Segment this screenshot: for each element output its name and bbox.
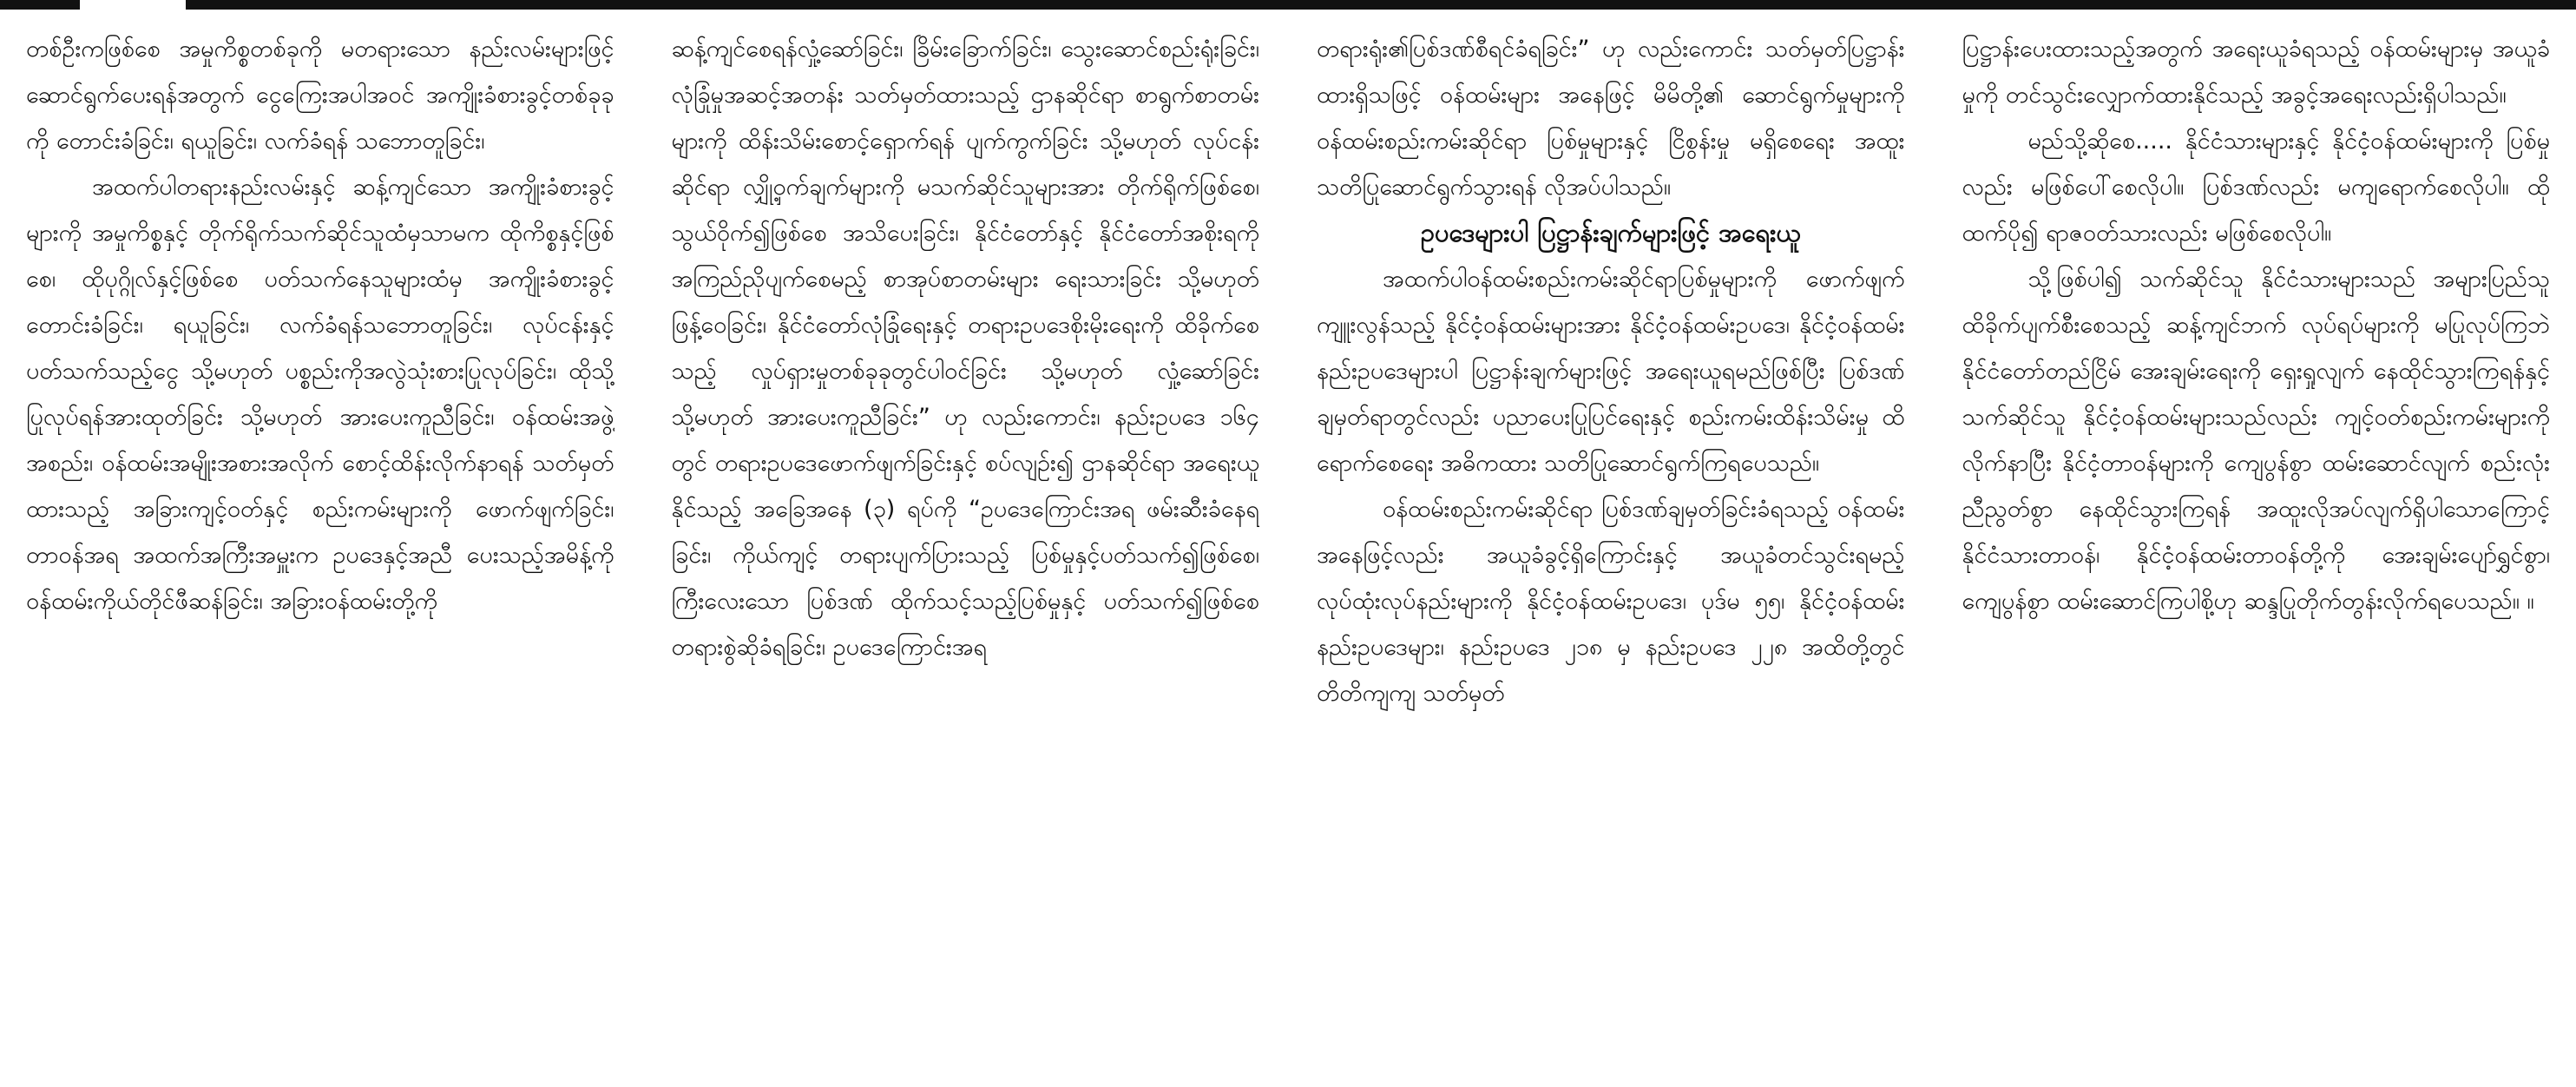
paragraph: မည်သို့ဆိုစေ..... နိုင်ငံသားများနှင့် နိုင်ငံ့ဝန်ထမ်းများကို ပြစ်မှုလည်း မဖြစ်ပေါ်စေလိုပါ။ ပြစ်ဒဏ်လည်း မကျရောက်စေလိုပါ။ ထိုထက်ပို၍ ရာဇဝတ်သားလည်း မဖြစ်စေလိုပါ။ — [1962, 128, 2550, 247]
column-3 — [1317, 26, 1905, 1068]
paragraph: ဝန်ထမ်းစည်းကမ်းဆိုင်ရာ ပြစ်ဒဏ်ချမှတ်ခြင်းခံရသည့် ဝန်ထမ်းအနေဖြင့်လည်း အယူခံခွင့်ရှိကြောင်းနှင့် အယူခံတင်သွင်းရမည့်လုပ်ထုံးလုပ်နည်းများကို နိုင်ငံ့ဝန်ထမ်းဥပဒေ၊ ပုဒ်မ ၅၅၊ နိုင်ငံ့ဝန်ထမ်းနည်းဥပဒေများ၊ နည်းဥပဒေ ၂၁၈ မှ နည်းဥပဒေ ၂၂၈ အထိတို့တွင် တိတိကျကျ သတ်မှတ် — [1317, 496, 1905, 707]
paragraph: အထက်ပါတရားနည်းလမ်းနှင့် ဆန့်ကျင်သော အကျိုးခံစားခွင့်များကို အမှုကိစ္စနှင့် တိုက်ရိုက်သက်ဆိုင်သူထံမှသာမက ထိုကိစ္စနှင့်ဖြစ်စေ၊ ထိုပုဂ္ဂိုလ်နှင့်ဖြစ်စေ ပတ်သက်နေသူများထံမှ အကျိုးခံစားခွင့်တောင်းခံခြင်း၊ ရယူခြင်း၊ လက်ခံရန်သဘောတူခြင်း၊ လုပ်ငန်းနှင့်ပတ်သက်သည့်ငွေ သို့မဟုတ် ပစ္စည်းကိုအလွဲသုံးစားပြုလုပ်ခြင်း၊ ထိုသို့ ပြုလုပ်ရန်အားထုတ်ခြင်း သို့မဟုတ် အားပေးကူညီခြင်း၊ ဝန်ထမ်းအဖွဲ့အစည်း၊ ဝန်ထမ်းအမျိုးအစားအလိုက် စောင့်ထိန်းလိုက်နာရန် သတ်မှတ်ထားသည့် အခြားကျင့်ဝတ်နှင့် စည်းကမ်းများကို ဖောက်ဖျက်ခြင်း၊ တာဝန်အရ အထက်အကြီးအမှူးက ဥပဒေနှင့်အညီ ပေးသည့်အမိန့်ကို ဝန်ထမ်းကိုယ်တိုင်ဖီဆန်ခြင်း၊ အခြားဝန်ထမ်းတို့ကို — [26, 174, 614, 615]
column-4 — [1962, 26, 2551, 1068]
column-2 — [672, 26, 1260, 1068]
top-rule-right — [186, 0, 2576, 10]
paragraph: အထက်ပါဝန်ထမ်းစည်းကမ်းဆိုင်ရာပြစ်မှုများကို ဖောက်ဖျက်ကျူးလွန်သည့် နိုင်ငံ့ဝန်ထမ်းများအား နိုင်ငံ့ဝန်ထမ်းဥပဒေ၊ နိုင်ငံ့ဝန်ထမ်းနည်းဥပဒေများပါ ပြဋ္ဌာန်းချက်များဖြင့် အရေးယူရမည်ဖြစ်ပြီး ပြစ်ဒဏ်ချမှတ်ရာတွင်လည်း ပညာပေးပြုပြင်ရေးနှင့် စည်းကမ်းထိန်းသိမ်းမှု ထိရောက်စေရေး အဓိကထား သတိပြုဆောင်ရွက်ကြရပေသည်။ — [1317, 266, 1905, 477]
paragraph: တရားရုံး၏ပြစ်ဒဏ်စီရင်ခံရခြင်း” ဟု လည်းကောင်း သတ်မှတ်ပြဋ္ဌာန်းထားရှိသဖြင့် ဝန်ထမ်းများ အနေဖြင့် မိမိတို့၏ ဆောင်ရွက်မှုများကို ဝန်ထမ်းစည်းကမ်းဆိုင်ရာ ပြစ်မှုများနှင့် ငြိစွန်းမှု မရှိစေရေး အထူးသတိပြုဆောင်ရွက်သွားရန် လိုအပ်ပါသည်။ — [1317, 36, 1905, 201]
column-1 — [26, 26, 614, 1068]
paragraph: တစ်ဦးကဖြစ်စေ အမှုကိစ္စတစ်ခုကို မတရားသော နည်းလမ်းများဖြင့် ဆောင်ရွက်ပေးရန်အတွက် ငွေကြေးအပါအဝင် အကျိုးခံစားခွင့်တစ်ခုခုကို တောင်းခံခြင်း၊ ရယူခြင်း၊ လက်ခံရန် သဘောတူခြင်း၊ — [26, 36, 614, 155]
top-rule-left — [0, 0, 80, 10]
paragraph: သို့ဖြစ်ပါ၍ သက်ဆိုင်သူ နိုင်ငံသားများသည် အများပြည်သူ ထိခိုက်ပျက်စီးစေသည့် ဆန့်ကျင်ဘက် လုပ်ရပ်များကို မပြုလုပ်ကြဘဲ နိုင်ငံတော်တည်ငြိမ် အေးချမ်းရေးကို ရှေးရှုလျက် နေထိုင်သွားကြရန်နှင့် သက်ဆိုင်သူ နိုင်ငံ့ဝန်ထမ်းများသည်လည်း ကျင့်ဝတ်စည်းကမ်းများကို လိုက်နာပြီး နိုင်ငံ့တာဝန်များကို ကျေပွန်စွာ ထမ်းဆောင်လျက် စည်းလုံးညီညွတ်စွာ နေထိုင်သွားကြရန် အထူးလိုအပ်လျက်ရှိပါသောကြောင့် နိုင်ငံသားတာဝန်၊ နိုင်ငံ့ဝန်ထမ်းတာဝန်တို့ကို အေးချမ်းပျော်ရွှင်စွာ၊ ကျေပွန်စွာ ထမ်းဆောင်ကြပါစို့ဟု ဆန္ဒပြုတိုက်တွန်းလိုက်ရပေသည်။ ။ — [1962, 266, 2550, 615]
paragraph: ပြဋ္ဌာန်းပေးထားသည့်အတွက် အရေးယူခံရသည့် ဝန်ထမ်းများမှ အယူခံမှုကို တင်သွင်းလျှောက်ထားနိုင်သည့် အခွင့်အရေးလည်းရှိပါသည်။ — [1962, 36, 2550, 109]
article-body — [26, 26, 2550, 1068]
paragraph: ဆန့်ကျင်စေရန်လှုံ့ဆော်ခြင်း၊ ခြိမ်းခြောက်ခြင်း၊ သွေးဆောင်စည်းရုံးခြင်း၊ လုံခြုံမှုအဆင့်အတန်း သတ်မှတ်ထားသည့် ဌာနဆိုင်ရာ စာရွက်စာတမ်းများကို ထိန်းသိမ်းစောင့်ရှောက်ရန် ပျက်ကွက်ခြင်း သို့မဟုတ် လုပ်ငန်းဆိုင်ရာ လျှို့ဝှက်ချက်များကို မသက်ဆိုင်သူများအား တိုက်ရိုက်ဖြစ်စေ၊ သွယ်ဝိုက်၍ဖြစ်စေ အသိပေးခြင်း၊ နိုင်ငံတော်နှင့် နိုင်ငံတော်အစိုးရကို အကြည်ညိုပျက်စေမည့် စာအုပ်စာတမ်းများ ရေးသားခြင်း သို့မဟုတ် ဖြန့်ဝေခြင်း၊ နိုင်ငံတော်လုံခြုံရေးနှင့် တရားဥပဒေစိုးမိုးရေးကို ထိခိုက်စေသည့် လှုပ်ရှားမှုတစ်ခုခုတွင်ပါဝင်ခြင်း သို့မဟုတ် လှုံ့ဆော်ခြင်း သို့မဟုတ် အားပေးကူညီခြင်း” ဟု လည်းကောင်း၊ နည်းဥပဒေ ၁၆၄ တွင် တရားဥပဒေဖောက်ဖျက်ခြင်းနှင့် စပ်လျဉ်း၍ ဌာနဆိုင်ရာ အရေးယူနိုင်သည့် အခြေအနေ (၃) ရပ်ကို “ဥပဒေကြောင်းအရ ဖမ်းဆီးခံနေရခြင်း၊ ကိုယ်ကျင့် တရားပျက်ပြားသည့် ပြစ်မှုနှင့်ပတ်သက်၍ဖြစ်စေ၊ ကြီးလေးသော ပြစ်ဒဏ် ထိုက်သင့်သည့်ပြစ်မှုနှင့် ပတ်သက်၍ဖြစ်စေ တရားစွဲဆိုခံရခြင်း၊ ဥပဒေကြောင်းအရ — [671, 36, 1259, 661]
section-heading: ဥပဒေများပါ ပြဋ္ဌာန်းချက်များဖြင့် အရေးယူ — [1420, 218, 1801, 247]
